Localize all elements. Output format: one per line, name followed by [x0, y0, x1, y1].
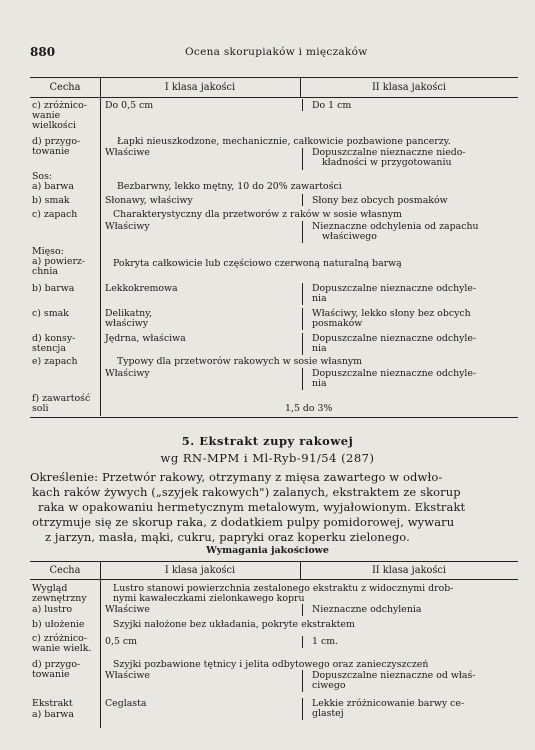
table-row-label: a) powierz- — [32, 256, 86, 267]
column-divider — [302, 308, 303, 330]
table1-top-rule — [30, 77, 518, 78]
column-divider — [302, 148, 303, 170]
table-cell-span: Typowy dla przetworów rakowych w sosie własnym — [117, 356, 363, 367]
table-row-label: c) smak — [32, 308, 69, 319]
column-divider — [302, 333, 303, 355]
table-cell: Właściwy, lekko słony bez obcych — [312, 308, 471, 319]
table-row-label: d) przygo- — [32, 659, 81, 670]
table-row-label: stencja — [32, 343, 66, 354]
table-cell-span: Szyjki nałożone bez układania, pokryte ekstraktem — [113, 619, 355, 630]
table-row-label: towanie — [32, 146, 70, 157]
table-cell: właściwy — [105, 318, 149, 329]
column-divider — [302, 221, 303, 243]
group-label-sos: Sos: — [32, 171, 53, 182]
table-cell-span: Bezbarwny, lekko mętny, 10 do 20% zawartości — [117, 181, 342, 192]
page-number: 880 — [30, 45, 56, 59]
running-title: Ocena skorupiaków i mięczaków — [185, 46, 368, 58]
table-cell: Dopuszczalne nieznaczne odchyle- — [312, 368, 477, 379]
column-divider — [302, 283, 303, 305]
table-row-label: d) przygo- — [32, 136, 81, 147]
column-divider — [302, 368, 303, 390]
table2-top-rule — [30, 561, 518, 562]
column-divider — [302, 636, 303, 648]
table-row-label: a) barwa — [32, 181, 74, 192]
column-divider — [302, 99, 303, 111]
table1-header-rule — [30, 97, 518, 98]
table2-header-rule — [30, 579, 518, 580]
column-divider — [302, 698, 303, 720]
column-divider — [302, 604, 303, 616]
table-cell: nia — [312, 293, 327, 304]
definition-line: Określenie: Przetwór rakowy, otrzymany z mięsa zawartego w odwło- — [30, 470, 443, 484]
table2-col-class-i: I klasa jakości — [164, 565, 236, 576]
table-row-label: b) ułożenie — [32, 619, 85, 630]
table-cell: glastej — [312, 708, 344, 719]
table-cell-span: Charakterystyczny dla przetworów z raków w sosie własnym — [113, 209, 402, 220]
table-cell: 0,5 cm — [105, 636, 138, 647]
definition-line: z jarzyn, masła, mąki, cukru, papryki oraz koperku zielonego. — [45, 530, 410, 544]
table-cell: Właściwe — [105, 604, 150, 615]
table-cell-span: Szyjki pozbawione tętnicy i jelita odbytowego oraz zanieczyszczeń — [113, 659, 429, 670]
table-cell: Właściwy — [105, 221, 150, 232]
table-cell: Dopuszczalne nieznaczne odchyle- — [312, 283, 477, 294]
table-cell: Dopuszczalne nieznaczne niedo- — [312, 147, 466, 158]
table-cell: Właściwy — [105, 368, 150, 379]
section-heading: 5. Ekstrakt zupy rakowej — [181, 434, 354, 448]
table-cell-span: Pokryta całkowicie lub częściowo czerwoną naturalną barwą — [113, 258, 402, 269]
table-row-label: c) zróżnico- — [32, 100, 87, 111]
table-row-label: d) konsy- — [32, 333, 76, 344]
section-subheading: wg RN-MPM i Ml-Ryb-91/54 (287) — [160, 451, 375, 465]
table-cell: Słony bez obcych posmaków — [312, 195, 448, 206]
table-row-label: b) smak — [32, 195, 70, 206]
table-row-label: e) zapach — [32, 356, 78, 367]
table-row-label: soli — [32, 403, 49, 414]
table1-bottom-rule — [30, 417, 518, 418]
table-row-label: Ekstrakt — [32, 698, 73, 709]
table-row-label: towanie — [32, 669, 70, 680]
table-cell: Słonawy, właściwy — [105, 195, 193, 206]
table-cell: Właściwe — [105, 147, 150, 158]
table1-col-cecha: Cecha — [49, 82, 81, 93]
table-cell: nia — [312, 378, 327, 389]
column-divider — [302, 194, 303, 206]
table-row-label: a) barwa — [32, 709, 74, 720]
table-cell-span: Łapki nieuszkodzone, mechanicznie, całkowicie pozbawione pancerzy. — [117, 136, 451, 147]
table-cell: Nieznaczne odchylenia od zapachu — [312, 221, 479, 232]
table-cell: ciwego — [312, 680, 346, 691]
table2-label-divider — [100, 580, 101, 728]
table-cell: Właściwe — [105, 670, 150, 681]
table-row-label: zewnętrzny — [32, 593, 87, 604]
table-row-label: b) barwa — [32, 283, 75, 294]
table1-col-class-ii: II klasa jakości — [371, 82, 447, 93]
table-cell: Lekkie zróżnicowanie barwy ce- — [312, 698, 465, 709]
group-label-mieso: Mięso: — [32, 246, 64, 257]
table-cell-span: nymi kawałeczkami zielonkawego kopru — [113, 593, 305, 604]
table-cell-span: Lustro stanowi powierzchnia zestalonego ekstraktu z widocznymi drob- — [113, 583, 454, 594]
table-row-label: wanie — [32, 110, 61, 121]
table-cell: Nieznaczne odchylenia — [312, 604, 422, 615]
table1-col-class-i: I klasa jakości — [164, 82, 236, 93]
definition-line: kach raków żywych („szyjek rakowych") zalanych, ekstraktem ze skorup — [32, 485, 461, 499]
definition-line: otrzymuje się ze skorup raka, z dodatkiem pulpy pomidorowej, wywaru — [32, 515, 455, 529]
table1-label-divider — [100, 98, 101, 416]
table-cell: Do 1 cm — [312, 100, 352, 111]
table-row-label: c) zapach — [32, 209, 78, 220]
requirements-heading: Wymagania jakościowe — [206, 545, 329, 556]
table-cell-span: 1,5 do 3% — [285, 403, 333, 414]
table2-col-cecha: Cecha — [49, 565, 81, 576]
table-cell: Do 0,5 cm — [105, 100, 154, 111]
table-row-label: a) lustro — [32, 604, 72, 615]
table-row-label: chnia — [32, 266, 58, 277]
table2-col-class-ii: II klasa jakości — [371, 565, 447, 576]
table-row-label: wielkości — [32, 120, 76, 131]
table-cell: Ceglasta — [105, 698, 147, 709]
table-cell: nia — [312, 343, 327, 354]
definition-line: raka w opakowaniu hermetycznym metalowym, wyjałowionym. Ekstrakt — [38, 500, 466, 514]
column-divider — [302, 670, 303, 692]
table-row-label: Wygląd — [32, 583, 68, 594]
table-cell: właściwego — [322, 231, 377, 242]
table-cell: kładności w przygotowaniu — [322, 157, 452, 168]
table-row-label: f) zawartość — [32, 393, 91, 404]
table-row-label: wanie wielk. — [32, 643, 92, 654]
table-row-label: c) zróżnico- — [32, 633, 87, 644]
table-cell: Jędrna, właściwa — [105, 333, 186, 344]
table-cell: Dopuszczalne nieznaczne od właś- — [312, 670, 476, 681]
table-cell: Dopuszczalne nieznaczne odchyle- — [312, 333, 477, 344]
table-cell: Delikatny, — [105, 308, 153, 319]
table-cell: Lekkokremowa — [105, 283, 178, 294]
table-cell: posmaków — [312, 318, 363, 329]
table-cell: 1 cm. — [312, 636, 339, 647]
